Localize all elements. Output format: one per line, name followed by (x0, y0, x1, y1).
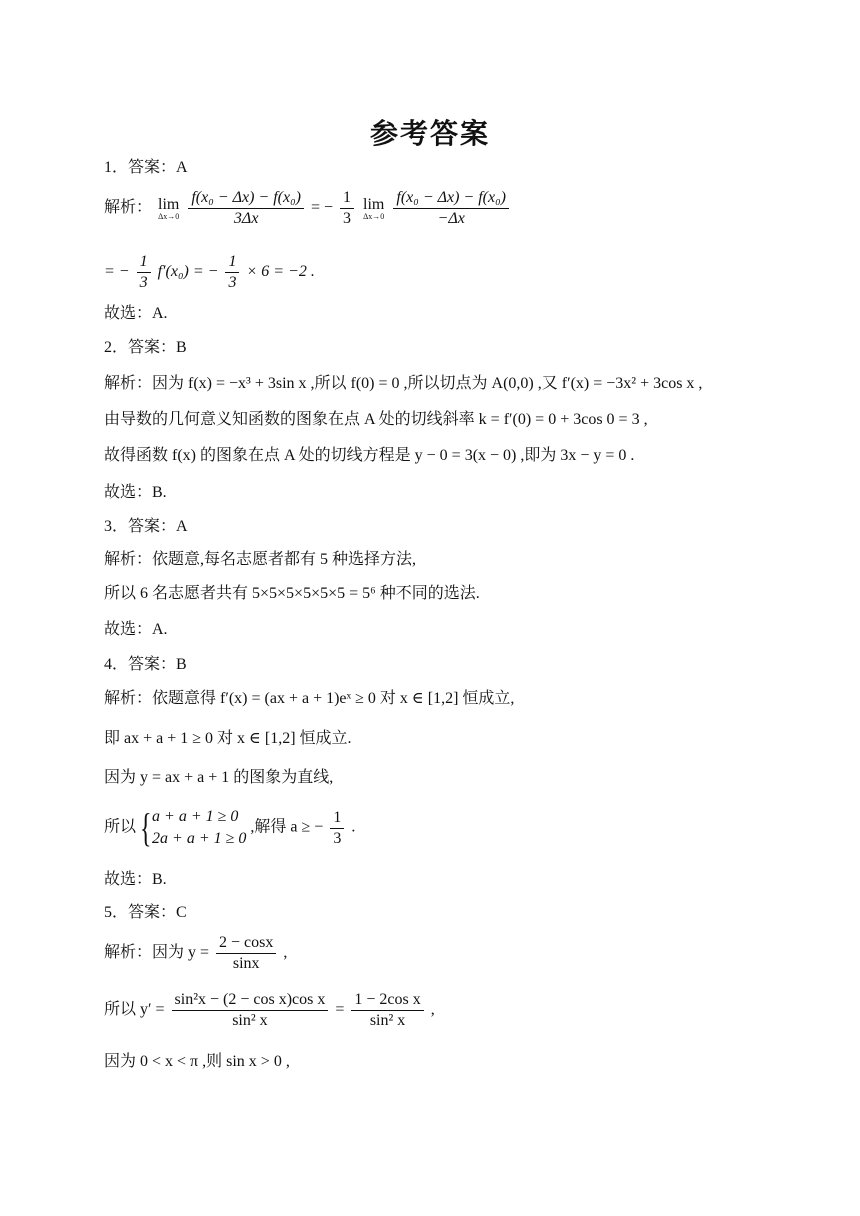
left-brace: { (140, 805, 152, 850)
limit-operator: lim Δx→0 (363, 195, 385, 221)
q2-choose: 故选：B. (104, 484, 167, 501)
limit-operator: lim Δx→0 (158, 195, 180, 221)
fraction: $\frac{\text{f(x₀ − Δx) − f(x₀)}}{-\Delta x}$ (393, 188, 509, 229)
q1-choose: 故选：A. (104, 305, 168, 322)
q1-analysis-line1: 解析： lim Δx→0 $\frac{\text{f(x₀ − Δx) − f(x₀)}}{3\Delta x}$ = − $\frac{1}{3}$ lim Δx→0 $\frac{\text{f(x₀ − Δx) − f(x₀)}}{-\Delta x}$ (104, 188, 512, 229)
fraction: $\frac{\text{sin²x − (2 − cos x)cos x}}{\text{sin² x}}$ (172, 990, 329, 1031)
fraction: $\frac{\text{1 − 2cos x}}{\text{sin² x}}$ (351, 990, 423, 1031)
q2-line2: 由导数的几何意义知函数的图象在点 A 处的切线斜率 k = f′(0) = 0 + 3cos 0 = 3 , (104, 411, 648, 428)
q4-line4: 所以 { a + a + 1 ≥ 0 2a + a + 1 ≥ 0 ,解得 a ≥ − $\frac{1}{3}$ . (104, 805, 356, 850)
page-title: 参考答案 (369, 117, 490, 150)
q2-line3: 故得函数 f(x) 的图象在点 A 处的切线方程是 y − 0 = 3(x − 0) ,即为 3x − y = 0 . (104, 447, 635, 464)
fraction: $\frac{1}{3}$ (330, 808, 344, 849)
q4-answer: 4．答案：B (104, 656, 187, 673)
q4-line3: 因为 y = ax + a + 1 的图象为直线, (104, 769, 334, 786)
q4-line1: 解析：依题意得 f′(x) = (ax + a + 1)eˣ ≥ 0 对 x ∈ [1,2] 恒成立, (104, 690, 515, 707)
q4-choose: 故选：B. (104, 871, 167, 888)
fraction: $\frac{\text{f(x₀ − Δx) − f(x₀)}}{3\Delta x}$ (188, 188, 304, 229)
q5-line1: 解析：因为 y = $\frac{2 - \cos x}{\sin x}$ , (104, 934, 288, 972)
q2-answer: 2．答案：B (104, 339, 187, 356)
q3-choose: 故选：A. (104, 621, 168, 638)
q2-line1: 解析：因为 f(x) = −x³ + 3sin x ,所以 f(0) = 0 ,所以切点为 A(0,0) ,又 f′(x) = −3x² + 3cos x , (104, 375, 703, 392)
q4-line2: 即 ax + a + 1 ≥ 0 对 x ∈ [1,2] 恒成立. (104, 730, 352, 747)
q5-line3: 因为 0 < x < π ,则 sin x > 0 , (104, 1053, 290, 1070)
equation-system: { a + a + 1 ≥ 0 2a + a + 1 ≥ 0 (140, 805, 247, 850)
q5-answer: 5．答案：C (104, 904, 187, 921)
q3-answer: 3．答案：A (104, 518, 188, 535)
q1-analysis-line2: = − $\frac{1}{3}$ f′(x₀) = − $\frac{1}{3}$ × 6 = −2 . (104, 253, 315, 291)
q3-line2: 所以 6 名志愿者共有 5×5×5×5×5×5 = 5⁶ 种不同的选法. (104, 585, 480, 602)
fraction: $\frac{2 - \cos x}{\sin x}$ (216, 933, 276, 974)
fraction: $\frac{1}{3}$ (225, 252, 239, 293)
fraction: $\frac{1}{3}$ (340, 188, 354, 229)
q1-answer: 1．答案：A (104, 159, 188, 176)
q1-analysis-label: 解析： (104, 199, 153, 217)
fraction: $\frac{1}{3}$ (137, 252, 151, 293)
q3-line1: 解析：依题意,每名志愿者都有 5 种选择方法, (104, 551, 417, 568)
q5-line2: 所以 y′ = $\frac{\text{sin²x − (2 − cos x)cos x}}{\text{sin² x}}$ = $\frac{\text{1 − 2cos x}}{\text{sin² x}}$ , (104, 991, 435, 1029)
